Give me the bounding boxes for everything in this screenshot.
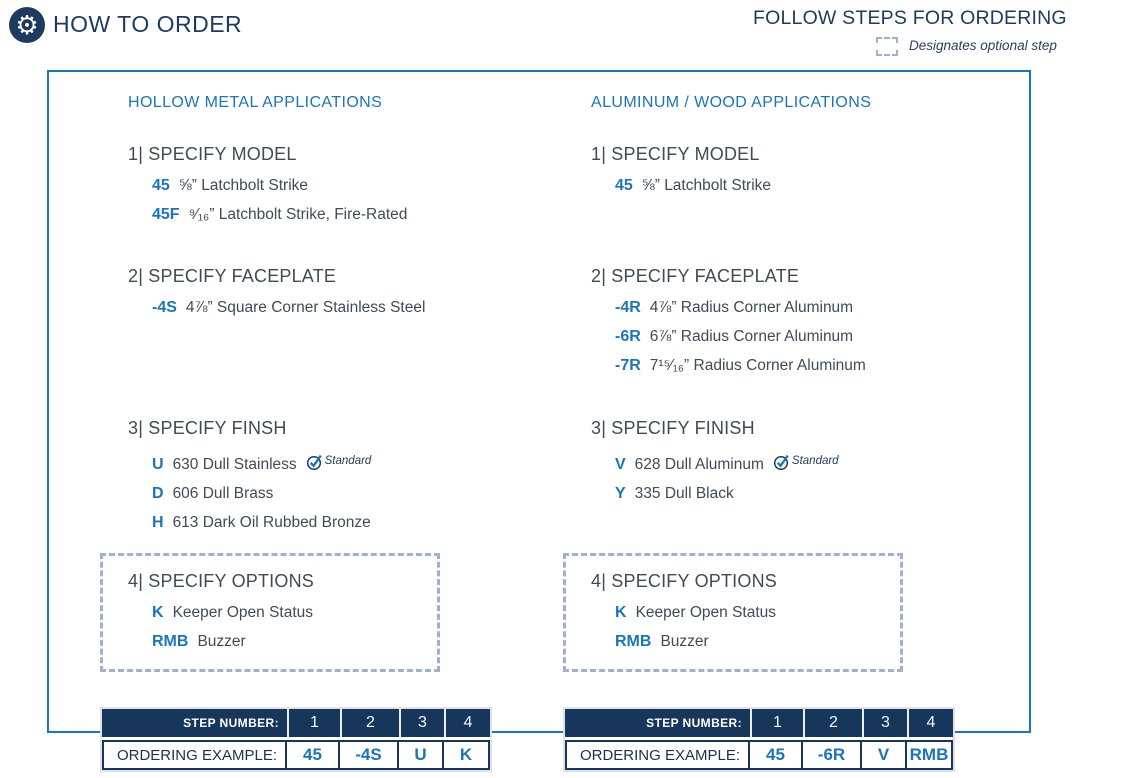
list-item	[152, 483, 371, 504]
item-desc: 4⅞” Radius Corner Aluminum	[649, 299, 854, 316]
list-item	[152, 175, 407, 196]
list-item	[152, 297, 425, 318]
item-desc: ⅝” Latchbolt Strike	[641, 177, 772, 194]
ordering-example-row	[565, 740, 953, 770]
example-cell: U	[399, 740, 444, 770]
optional-step-note: Designates optional step	[909, 38, 1057, 53]
item-code: 45F	[152, 206, 180, 223]
item-desc: 335 Dull Black	[634, 484, 734, 502]
item-desc: 6⅞” Radius Corner Aluminum	[649, 328, 854, 345]
item-code: -4S	[152, 299, 177, 316]
item-code: RMB	[152, 633, 189, 650]
list-item	[615, 449, 839, 475]
list-item	[152, 204, 407, 225]
section-heading: 2| SPECIFY FACEPLATE	[591, 266, 800, 286]
list-item	[615, 326, 866, 347]
section-specify-finish	[591, 418, 839, 512]
item-list	[615, 449, 839, 504]
section-heading: 2| SPECIFY FACEPLATE	[128, 266, 337, 286]
list-item	[615, 175, 771, 196]
section-specify-faceplate	[591, 266, 866, 384]
follow-steps-title: FOLLOW STEPS FOR ORDERING	[753, 7, 1067, 29]
step-cell: 2	[340, 709, 399, 737]
item-code: V	[615, 455, 626, 473]
section-heading: 1| SPECIFY MODEL	[128, 144, 297, 164]
step-cell: 1	[750, 709, 803, 737]
list-item	[152, 449, 371, 475]
column-title-aluminum-wood: ALUMINUM / WOOD APPLICATIONS	[591, 94, 872, 111]
section-heading: 1| SPECIFY MODEL	[591, 144, 760, 164]
step-cell: 3	[862, 709, 907, 737]
item-code: U	[152, 455, 164, 473]
item-desc: 628 Dull Aluminum	[634, 455, 764, 473]
standard-badge	[773, 451, 839, 472]
item-list	[152, 297, 425, 318]
list-item	[615, 631, 900, 652]
item-desc: Keeper Open Status	[635, 604, 777, 621]
section-heading: 3| SPECIFY FINISH	[591, 418, 755, 438]
item-code: -6R	[615, 328, 641, 345]
section-heading: 3| SPECIFY FINSH	[128, 418, 287, 438]
section-specify-options-optional	[563, 553, 903, 672]
item-list	[615, 602, 900, 652]
section-specify-model	[591, 144, 771, 204]
item-list	[152, 175, 407, 225]
step-cell: 3	[399, 709, 444, 737]
step-number-label: STEP NUMBER:	[646, 716, 742, 730]
item-code: -7R	[615, 357, 641, 374]
item-code: RMB	[615, 633, 652, 650]
item-code: D	[152, 484, 164, 502]
list-item	[152, 631, 437, 652]
list-item	[615, 297, 866, 318]
example-cell: 45	[750, 740, 803, 770]
section-specify-model	[128, 144, 407, 233]
list-item	[615, 483, 839, 504]
list-item	[152, 602, 437, 623]
section-heading: 4| SPECIFY OPTIONS	[128, 571, 314, 591]
page-title: HOW TO ORDER	[53, 11, 243, 37]
item-desc: ⁹⁄₁₆” Latchbolt Strike, Fire-Rated	[188, 206, 408, 223]
example-cell: RMB	[907, 740, 953, 770]
example-cell: V	[862, 740, 907, 770]
item-list	[152, 602, 437, 652]
item-code: -4R	[615, 299, 641, 316]
standard-label: Standard	[791, 455, 839, 467]
section-specify-faceplate	[128, 266, 425, 326]
ordering-table	[100, 707, 492, 772]
item-desc: 4⅞” Square Corner Stainless Steel	[185, 299, 426, 316]
ordering-example-label: ORDERING EXAMPLE:	[102, 740, 287, 770]
gear-icon: ⚙	[9, 7, 45, 43]
item-code: Y	[615, 484, 626, 502]
item-desc: 606 Dull Brass	[172, 484, 274, 502]
step-number-label: STEP NUMBER:	[183, 716, 279, 730]
item-desc: Keeper Open Status	[172, 604, 314, 621]
section-specify-options-optional	[100, 553, 440, 672]
list-item	[615, 602, 900, 623]
example-cell: 45	[287, 740, 340, 770]
step-number-row	[102, 709, 490, 737]
column-title-hollow-metal: HOLLOW METAL APPLICATIONS	[128, 94, 383, 111]
item-desc: 630 Dull Stainless	[172, 455, 297, 473]
optional-step-box-icon	[876, 37, 898, 56]
ordering-example-label: ORDERING EXAMPLE:	[565, 740, 750, 770]
ordering-table	[563, 707, 955, 772]
item-desc: 613 Dark Oil Rubbed Bronze	[172, 513, 371, 531]
item-code: 45	[615, 177, 633, 194]
item-list	[152, 449, 371, 533]
step-cell: 4	[907, 709, 953, 737]
item-code: K	[152, 604, 164, 621]
example-cell: K	[444, 740, 490, 770]
item-list	[615, 297, 866, 376]
step-number-row	[565, 709, 953, 737]
step-cell: 4	[444, 709, 490, 737]
item-list	[615, 175, 771, 196]
list-item	[152, 512, 371, 533]
item-desc: 7¹⁵⁄₁₆” Radius Corner Aluminum	[649, 357, 866, 374]
ordering-example-row	[102, 740, 490, 770]
item-desc: Buzzer	[197, 633, 246, 650]
item-desc: ⅝” Latchbolt Strike	[178, 177, 309, 194]
example-cell: -4S	[340, 740, 399, 770]
list-item	[615, 355, 866, 376]
column-aluminum-wood	[563, 70, 1003, 778]
item-code: H	[152, 513, 164, 531]
section-heading: 4| SPECIFY OPTIONS	[591, 571, 777, 591]
example-cell: -6R	[803, 740, 862, 770]
standard-label: Standard	[324, 455, 372, 467]
standard-check-icon	[773, 453, 791, 471]
standard-check-icon	[306, 453, 324, 471]
item-code: 45	[152, 177, 170, 194]
column-hollow-metal	[100, 70, 540, 778]
step-cell: 1	[287, 709, 340, 737]
item-desc: Buzzer	[660, 633, 709, 650]
section-specify-finish	[128, 418, 371, 541]
standard-badge	[306, 451, 372, 472]
step-cell: 2	[803, 709, 862, 737]
item-code: K	[615, 604, 627, 621]
